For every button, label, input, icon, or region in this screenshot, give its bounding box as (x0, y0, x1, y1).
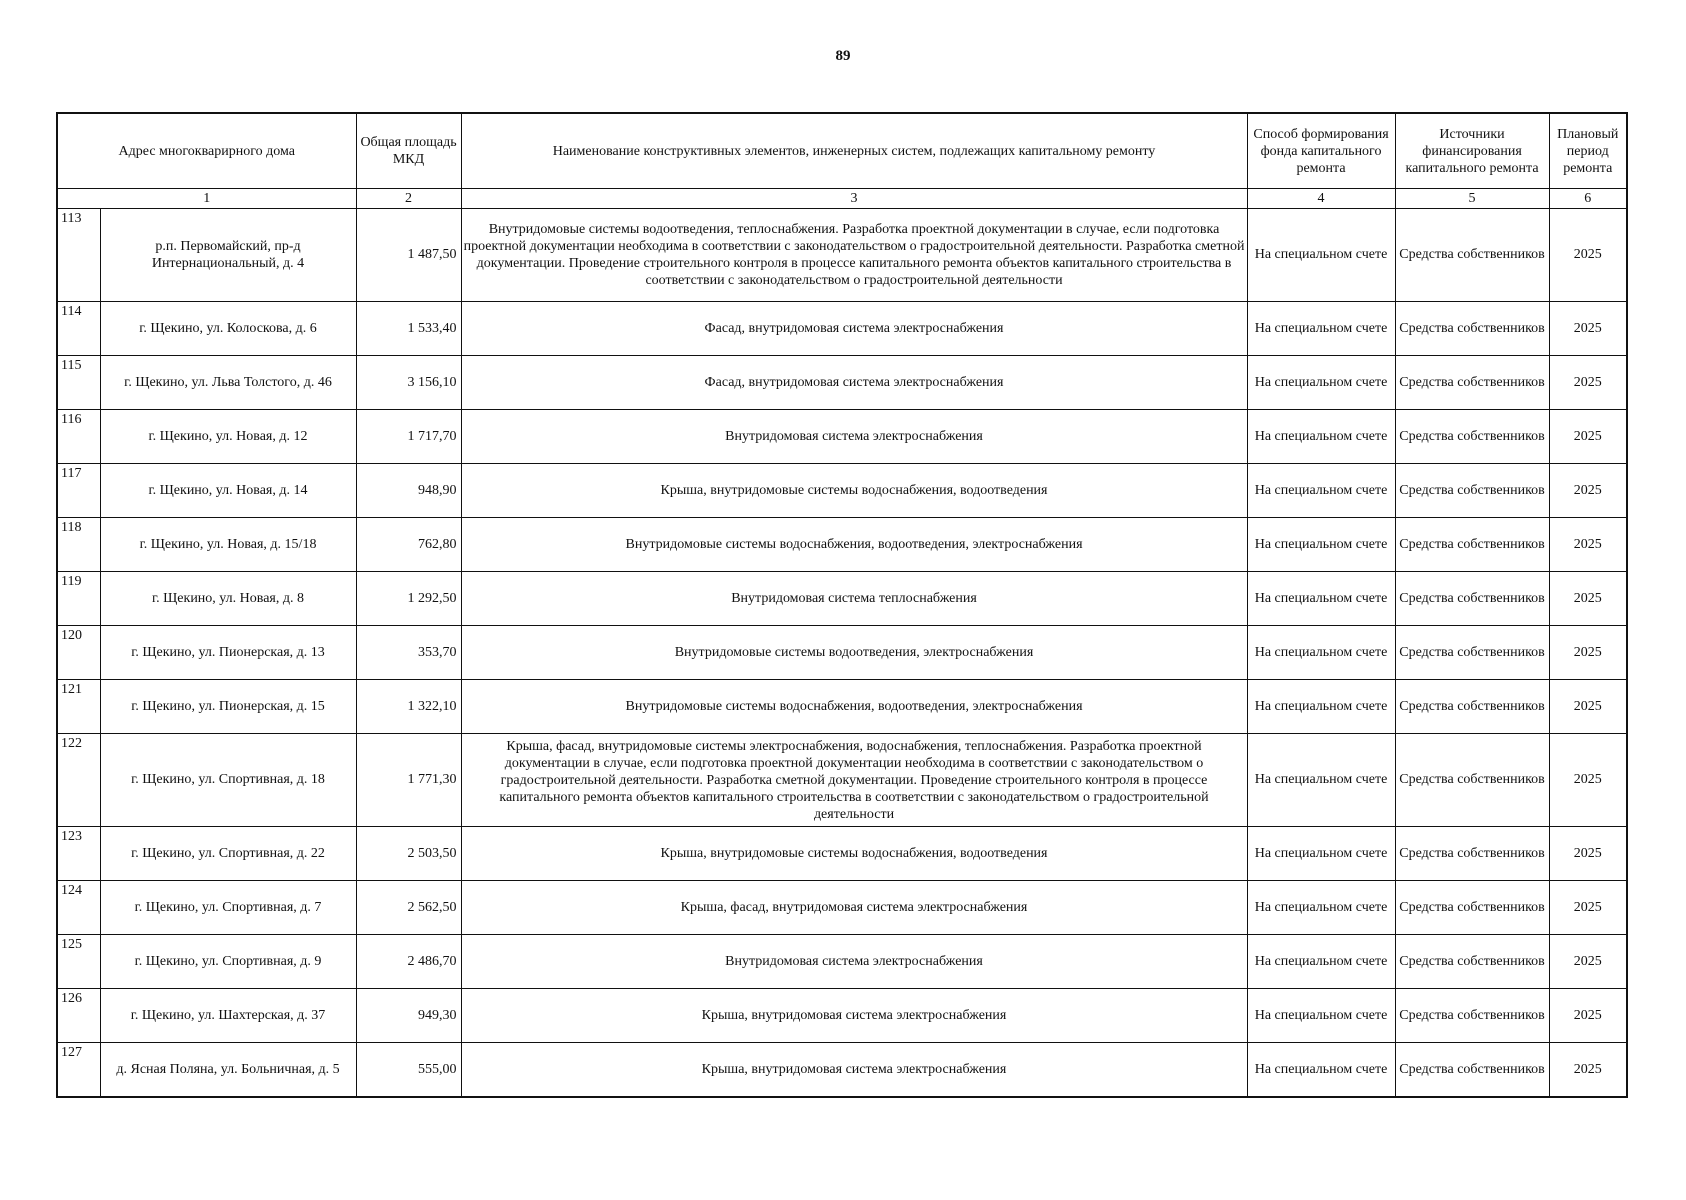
row-planned-year: 2025 (1549, 989, 1627, 1043)
row-planned-year: 2025 (1549, 356, 1627, 410)
row-planned-year: 2025 (1549, 935, 1627, 989)
row-fund-method: На специальном счете (1247, 518, 1395, 572)
table-row (57, 572, 1627, 626)
capital-repair-table (56, 112, 1628, 1098)
row-area: 555,00 (356, 1043, 461, 1097)
row-area: 2 486,70 (356, 935, 461, 989)
row-address: р.п. Первомайский, пр-д Интернациональный, д. 4 (100, 209, 356, 302)
row-address: г. Щекино, ул. Шахтерская, д. 37 (100, 989, 356, 1043)
row-works: Внутридомовые системы водоснабжения, водоотведения, электроснабжения (461, 680, 1247, 734)
row-address: г. Щекино, ул. Пионерская, д. 15 (100, 680, 356, 734)
row-address: г. Щекино, ул. Новая, д. 12 (100, 410, 356, 464)
row-funding-source: Средства собственников (1395, 302, 1549, 356)
header-area: Общая площадь МКД (356, 113, 461, 189)
row-fund-method: На специальном счете (1247, 881, 1395, 935)
header-planned-period: Плановый период ремонта (1549, 113, 1627, 189)
table-row (57, 302, 1627, 356)
row-funding-source: Средства собственников (1395, 680, 1549, 734)
row-address: г. Щекино, ул. Пионерская, д. 13 (100, 626, 356, 680)
row-address: г. Щекино, ул. Льва Толстого, д. 46 (100, 356, 356, 410)
row-fund-method: На специальном счете (1247, 1043, 1395, 1097)
row-works: Фасад, внутридомовая система электроснабжения (461, 356, 1247, 410)
column-number: 5 (1395, 189, 1549, 209)
row-area: 3 156,10 (356, 356, 461, 410)
page-number: 89 (835, 48, 851, 64)
row-fund-method: На специальном счете (1247, 827, 1395, 881)
row-funding-source: Средства собственников (1395, 572, 1549, 626)
row-area: 762,80 (356, 518, 461, 572)
row-area: 1 292,50 (356, 572, 461, 626)
row-funding-source: Средства собственников (1395, 464, 1549, 518)
row-works: Внутридомовая система теплоснабжения (461, 572, 1247, 626)
row-planned-year: 2025 (1549, 518, 1627, 572)
row-funding-source: Средства собственников (1395, 1043, 1549, 1097)
row-fund-method: На специальном счете (1247, 410, 1395, 464)
row-works: Внутридомовые системы водоотведения, теплоснабжения. Разработка проектной документации в случае, если подготовка проектной документации необходима в соответствии с законодательством о градостроительной деятельности. Разработка сметной документации. Проведение строительного контроля в процессе капитального ремонта объектов капитального строительства в соответствии с законодательством о градостроительной деятельности (461, 209, 1247, 302)
row-planned-year: 2025 (1549, 881, 1627, 935)
row-planned-year: 2025 (1549, 680, 1627, 734)
table-row (57, 680, 1627, 734)
row-works: Внутридомовые системы водоснабжения, водоотведения, электроснабжения (461, 518, 1247, 572)
table-row (57, 734, 1627, 827)
row-area: 1 533,40 (356, 302, 461, 356)
row-planned-year: 2025 (1549, 626, 1627, 680)
row-number: 121 (57, 680, 100, 734)
row-works: Внутридомовая система электроснабжения (461, 935, 1247, 989)
row-planned-year: 2025 (1549, 410, 1627, 464)
table-row (57, 518, 1627, 572)
row-works: Крыша, внутридомовая система электроснабжения (461, 989, 1247, 1043)
row-funding-source: Средства собственников (1395, 827, 1549, 881)
row-works: Крыша, фасад, внутридомовые системы электроснабжения, водоснабжения, теплоснабжения. Разработка проектной документации в случае, если подготовка проектной документации необходима в соответствии с законодательством о градостроительной деятельности. Разработка сметной документации. Проведение строительного контроля в процессе капитального ремонта объектов капитального строительства в соответствии с законодательством о градостроительной деятельности (461, 734, 1247, 827)
row-fund-method: На специальном счете (1247, 734, 1395, 827)
row-area: 1 771,30 (356, 734, 461, 827)
row-planned-year: 2025 (1549, 302, 1627, 356)
row-address: г. Щекино, ул. Спортивная, д. 18 (100, 734, 356, 827)
row-address: г. Щекино, ул. Новая, д. 14 (100, 464, 356, 518)
row-funding-source: Средства собственников (1395, 881, 1549, 935)
table-row (57, 209, 1627, 302)
column-number: 6 (1549, 189, 1627, 209)
table-row (57, 464, 1627, 518)
row-number: 114 (57, 302, 100, 356)
row-area: 1 322,10 (356, 680, 461, 734)
row-funding-source: Средства собственников (1395, 626, 1549, 680)
table-row (57, 989, 1627, 1043)
row-number: 124 (57, 881, 100, 935)
column-number: 2 (356, 189, 461, 209)
table-row (57, 626, 1627, 680)
row-planned-year: 2025 (1549, 572, 1627, 626)
table-row (57, 410, 1627, 464)
row-address: г. Щекино, ул. Спортивная, д. 7 (100, 881, 356, 935)
table-row (57, 1043, 1627, 1097)
row-works: Крыша, внутридомовые системы водоснабжения, водоотведения (461, 827, 1247, 881)
row-number: 120 (57, 626, 100, 680)
header-elements: Наименование конструктивных элементов, инженерных систем, подлежащих капитальному ремонту (461, 113, 1247, 189)
row-address: д. Ясная Поляна, ул. Больничная, д. 5 (100, 1043, 356, 1097)
row-funding-source: Средства собственников (1395, 518, 1549, 572)
row-planned-year: 2025 (1549, 464, 1627, 518)
row-funding-source: Средства собственников (1395, 989, 1549, 1043)
row-address: г. Щекино, ул. Новая, д. 8 (100, 572, 356, 626)
row-funding-source: Средства собственников (1395, 356, 1549, 410)
row-area: 948,90 (356, 464, 461, 518)
header-address: Адрес многокварирного дома (57, 113, 356, 189)
table-row (57, 881, 1627, 935)
header-funding-sources: Источники финансирования капитального ремонта (1395, 113, 1549, 189)
row-number: 127 (57, 1043, 100, 1097)
column-number: 3 (461, 189, 1247, 209)
row-fund-method: На специальном счете (1247, 302, 1395, 356)
row-funding-source: Средства собственников (1395, 734, 1549, 827)
row-area: 353,70 (356, 626, 461, 680)
row-area: 2 503,50 (356, 827, 461, 881)
row-number: 115 (57, 356, 100, 410)
row-number: 117 (57, 464, 100, 518)
table-row (57, 356, 1627, 410)
row-fund-method: На специальном счете (1247, 989, 1395, 1043)
row-planned-year: 2025 (1549, 827, 1627, 881)
row-number: 125 (57, 935, 100, 989)
row-fund-method: На специальном счете (1247, 464, 1395, 518)
row-address: г. Щекино, ул. Спортивная, д. 9 (100, 935, 356, 989)
row-works: Внутридомовые системы водоотведения, электроснабжения (461, 626, 1247, 680)
row-fund-method: На специальном счете (1247, 935, 1395, 989)
row-area: 1 717,70 (356, 410, 461, 464)
row-funding-source: Средства собственников (1395, 935, 1549, 989)
row-funding-source: Средства собственников (1395, 410, 1549, 464)
row-number: 113 (57, 209, 100, 302)
row-works: Внутридомовая система электроснабжения (461, 410, 1247, 464)
row-works: Крыша, внутридомовая система электроснабжения (461, 1043, 1247, 1097)
table-body (57, 209, 1627, 1097)
row-fund-method: На специальном счете (1247, 356, 1395, 410)
row-works: Фасад, внутридомовая система электроснабжения (461, 302, 1247, 356)
row-address: г. Щекино, ул. Спортивная, д. 22 (100, 827, 356, 881)
row-funding-source: Средства собственников (1395, 209, 1549, 302)
column-number: 1 (57, 189, 356, 209)
table-row (57, 827, 1627, 881)
row-works: Крыша, внутридомовые системы водоснабжения, водоотведения (461, 464, 1247, 518)
row-area: 2 562,50 (356, 881, 461, 935)
row-planned-year: 2025 (1549, 734, 1627, 827)
row-works: Крыша, фасад, внутридомовая система электроснабжения (461, 881, 1247, 935)
row-number: 123 (57, 827, 100, 881)
row-fund-method: На специальном счете (1247, 572, 1395, 626)
row-area: 949,30 (356, 989, 461, 1043)
row-number: 122 (57, 734, 100, 827)
row-number: 118 (57, 518, 100, 572)
row-number: 116 (57, 410, 100, 464)
row-address: г. Щекино, ул. Колоскова, д. 6 (100, 302, 356, 356)
row-fund-method: На специальном счете (1247, 209, 1395, 302)
column-number: 4 (1247, 189, 1395, 209)
row-area: 1 487,50 (356, 209, 461, 302)
row-planned-year: 2025 (1549, 1043, 1627, 1097)
row-number: 119 (57, 572, 100, 626)
row-fund-method: На специальном счете (1247, 680, 1395, 734)
row-address: г. Щекино, ул. Новая, д. 15/18 (100, 518, 356, 572)
header-fund-method: Способ формирования фонда капитального ремонта (1247, 113, 1395, 189)
row-planned-year: 2025 (1549, 209, 1627, 302)
row-number: 126 (57, 989, 100, 1043)
table-row (57, 935, 1627, 989)
row-fund-method: На специальном счете (1247, 626, 1395, 680)
